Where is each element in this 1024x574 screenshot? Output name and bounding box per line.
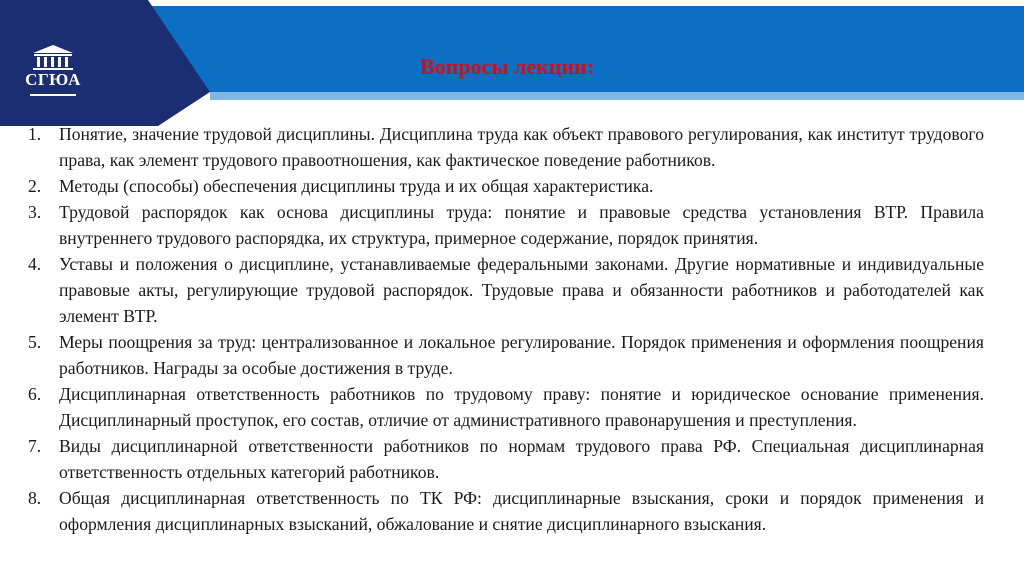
question-item <box>28 173 984 199</box>
question-item <box>28 381 984 433</box>
question-number: 4. <box>28 254 42 274</box>
question-text: Трудовой распорядок как основа дисциплины труда: понятие и правовые средства установления ВТР. Правила внутреннего трудового распорядка, их структура, примерное содержание, порядок принятия. <box>59 202 984 248</box>
light-blue-stripe <box>210 92 1024 100</box>
question-number: 7. <box>28 436 42 456</box>
question-item <box>28 251 984 329</box>
question-number: 5. <box>28 332 42 352</box>
question-item <box>28 485 984 537</box>
logo-underline <box>18 92 88 100</box>
slide-header <box>0 0 1024 130</box>
question-number: 1. <box>28 124 42 144</box>
question-item <box>28 433 984 485</box>
question-number: 3. <box>28 202 42 222</box>
question-text: Общая дисциплинарная ответственность по ТК РФ: дисциплинарные взыскания, сроки и порядок применения и оформления дисциплинарных взысканий, обжалование и снятие дисциплинарного взыскания. <box>59 488 984 534</box>
question-item <box>28 329 984 381</box>
question-text: Уставы и положения о дисциплине, устанавливаемые федеральными законами. Другие нормативные и индивидуальные правовые акты, регулирующие трудовой распорядок. Трудовые права и обязанности работников и работодателей как элемент ВТР. <box>59 254 984 326</box>
question-text: Понятие, значение трудовой дисциплины. Дисциплина труда как объект правового регулирования, как институт трудового права, как элемент трудового правоотношения, как фактическое поведение работников. <box>59 124 984 170</box>
question-item <box>28 199 984 251</box>
slide-title: Вопросы лекции: <box>420 54 595 79</box>
question-number: 8. <box>28 488 42 508</box>
question-number: 2. <box>28 176 42 196</box>
questions-list <box>28 121 984 537</box>
logo-text: СГЮА <box>25 70 81 89</box>
question-text: Виды дисциплинарной ответственности работников по нормам трудового права РФ. Специальная дисциплинарная ответственность отдельных категорий работников. <box>59 436 984 482</box>
logo <box>18 44 88 104</box>
question-text: Методы (способы) обеспечения дисциплины труда и их общая характеристика. <box>59 176 654 196</box>
question-text: Меры поощрения за труд: централизованное и локальное регулирование. Порядок применения и оформления поощрения работников. Награды за особые достижения в труде. <box>59 332 984 378</box>
question-text: Дисциплинарная ответственность работников по трудовому праву: понятие и юридическое основание применения. Дисциплинарный проступок, его состав, отличие от административного правонарушения и преступления. <box>59 384 984 430</box>
question-item <box>28 121 984 173</box>
question-number: 6. <box>28 384 42 404</box>
